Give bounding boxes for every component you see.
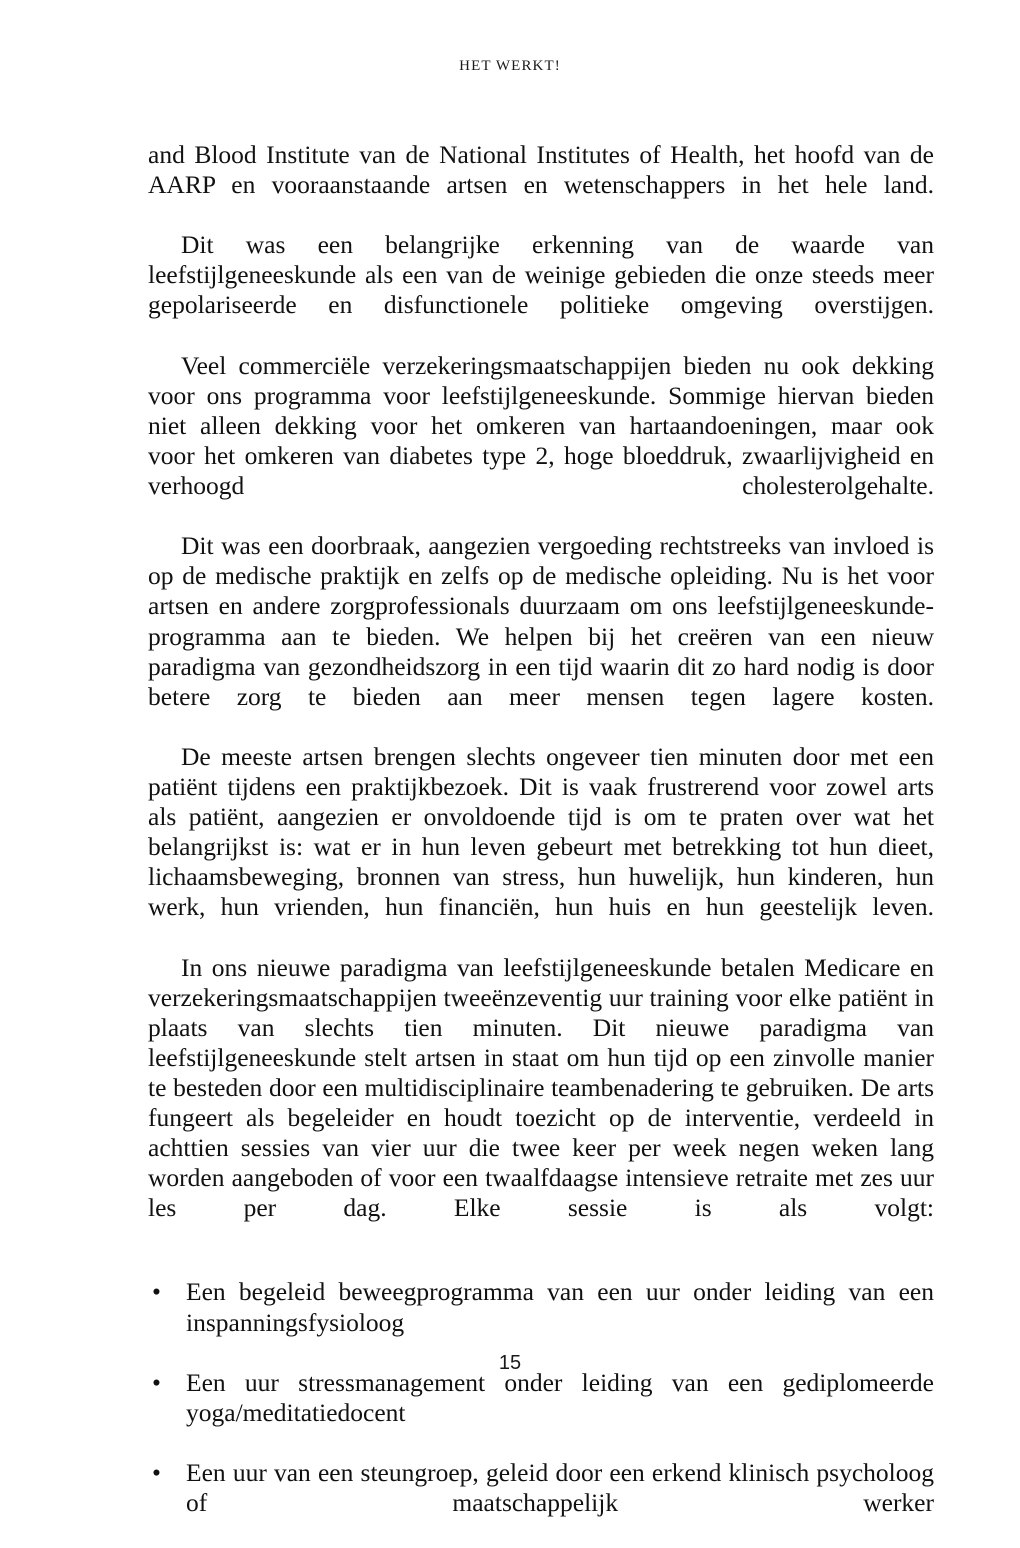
list-item	[148, 1368, 934, 1458]
session-bullet-list	[148, 1277, 934, 1548]
list-item-label: Een uur stressmanagement onder leiding van een gediplomeerde yoga/meditatiedocent	[186, 1367, 934, 1427]
paragraph-5: De meeste artsen brengen slechts ongeveer tien minuten door met een patiënt tijdens een praktijkbezoek. Dit is vaak frustrerend voor zowel arts als patiënt, aangezien er onvoldoende tijd is om te praten over wat het belangrijkst is: wat er in hun leven gebeurt met betrekking tot hun dieet, lichaamsbeweging, bronnen van stress, hun huwelijk, hun kinderen, hun werk, hun vrienden, hun financiën, hun huis en hun geestelijk leven.	[148, 741, 934, 922]
list-item-label: Een uur van een steungroep, geleid door een erkend klinisch psycholoog of maatschappelijk werker	[186, 1458, 934, 1518]
list-item	[148, 1458, 934, 1548]
bullet-icon: •	[152, 1277, 161, 1307]
page-number: 15	[498, 1352, 522, 1374]
paragraph-3: Veel commerciële verzekeringsmaatschappijen bieden nu ook dekking voor ons programma voor leefstijlgeneeskunde. Sommige hiervan bieden niet alleen dekking voor het omkeren van hartaandoeningen, maar ook voor het omkeren van diabetes type 2, hoge bloeddruk, zwaarlijvigheid en verhoogd cholesterolgehalte.	[148, 350, 934, 501]
bullet-icon: •	[152, 1367, 161, 1397]
paragraph-4: Dit was een doorbraak, aangezien vergoeding rechtstreeks van invloed is op de medische praktijk en zelfs op de medische opleiding. Nu is het voor artsen en andere zorgprofessionals duurzaam om ons leefstijlgeneeskunde-programma aan te bieden. We helpen bij het creëren van een nieuw paradigma van gezondheidszorg in een tijd waarin dit zo hard nodig is door betere zorg te bieden aan meer mensen tegen lagere kosten.	[148, 531, 934, 711]
bullet-icon: •	[152, 1458, 161, 1488]
body-text-block	[148, 140, 934, 1548]
paragraph-6: In ons nieuwe paradigma van leefstijlgeneeskunde betalen Medicare en verzekeringsmaatschappijen tweeënzeventig uur training voor elke patiënt in plaats van slechts tien minuten. Dit nieuwe paradigma van leefstijlgeneeskunde stelt artsen in staat om hun tijd op een zinvolle manier te besteden door een multidisciplinaire teambenadering te gebruiken. De arts fungeert als begeleider en houdt toezicht op de interventie, verdeeld in achttien sessies van vier uur die twee keer per week negen weken lang worden aangeboden of voor een twaalfdaagse intensieve retraite met zes uur les per dag. Elke sessie is als volgt:	[148, 952, 934, 1223]
paragraph-2: Dit was een belangrijke erkenning van de waarde van leefstijlgeneeskunde als een van de weinige gebieden die onze steeds meer gepolariseerde en disfunctionele politieke omgeving overstijgen.	[148, 230, 934, 320]
paragraph-1: and Blood Institute van de National Institutes of Health, het hoofd van de AARP en vooraanstaande artsen en wetenschappers in het hele land.	[148, 140, 934, 200]
running-head: HET WERKT!	[459, 58, 561, 74]
list-item-label: Een begeleid beweegprogramma van een uur onder leiding van een inspanningsfysioloog	[186, 1277, 934, 1337]
